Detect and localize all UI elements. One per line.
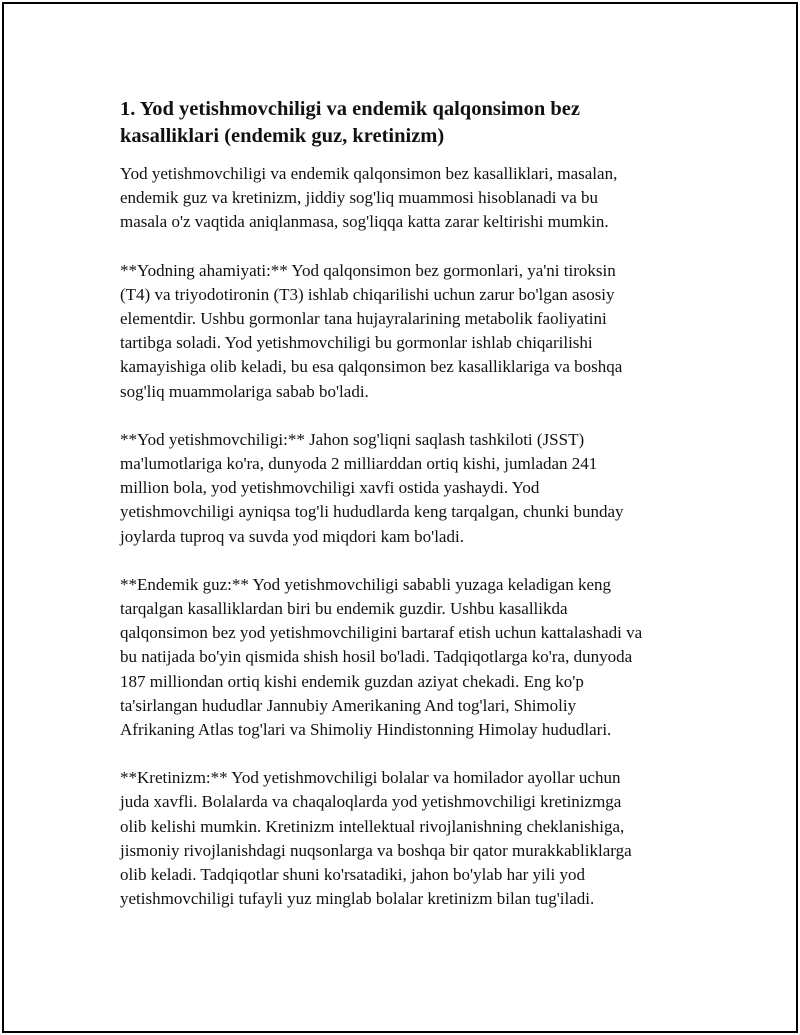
- document-page: [2, 2, 798, 1033]
- paragraph-iodine-importance: **Yodning ahamiyati:** Yod qalqonsimon bez gormonlari, ya'ni tiroksin (T4) va triyodotironin (T3) ishlab chiqarilishi uchun zarur bo'lgan asosiy elementdir. Ushbu gormonlar tana hujayralarining metabolik faoliyatini tartibga soladi. Yod yetishmovchiligi bu gormonlar ishlab chiqarilishi kamayishiga olib keladi, bu esa qalqonsimon bez kasalliklariga va boshqa sog'liq muammolariga sabab bo'ladi.: [120, 260, 623, 401]
- paragraph-cretinism: **Kretinizm:** Yod yetishmovchiligi bolalar va homilador ayollar uchun juda xavfli. Bolalarda va chaqaloqlarda yod yetishmovchiligi kretinizmga olib kelishi mumkin. Kretinizm intellektual rivojlanishning cheklanishiga, jismoniy rivojlanishdagi nuqsonlarga va boshqa bir qator murakkabliklarga olib keladi. Tadqiqotlar shuni ko'rsatadiki, jahon bo'ylab har yili yod yetishmovchiligi tufayli yuz minglab bolalar kretinizm bilan tug'iladi.: [120, 768, 632, 909]
- paragraph-endemic-goiter: **Endemik guz:** Yod yetishmovchiligi sababli yuzaga keladigan keng tarqalgan kasalliklardan biri bu endemik guzdir. Ushbu kasallikda qalqonsimon bez yod yetishmovchiligini bartaraf etish uchun kattalashadi va bu natijada bo'yin qismida shish hosil bo'ladi. Tadqiqotlarga ko'ra, dunyoda 187 milliondan ortiq kishi endemik guzdan aziyat chekadi. Eng ko'p ta'sirlangan hududlar Jannubiy Amerikaning And tog'lari, Shimoliy Afrikaning Atlas tog'lari va Shimoliy Hindistonning Himolay hududlari.: [120, 574, 643, 740]
- paragraph-intro: Yod yetishmovchiligi va endemik qalqonsimon bez kasalliklari, masalan, endemik guz va kretinizm, jiddiy sog'liq muammosi hisoblanadi va bu masala o'z vaqtida aniqlanmasa, sog'liqqa katta zarar keltirishi mumkin.: [120, 164, 618, 232]
- document-content: [120, 96, 700, 935]
- paragraph-iodine-deficiency: **Yod yetishmovchiligi:** Jahon sog'liqni saqlash tashkiloti (JSST) ma'lumotlariga ko'ra, dunyoda 2 milliarddan ortiq kishi, jumladan 241 million bola, yod yetishmovchiligi xavfi ostida yashaydi. Yod yetishmovchiligi ayniqsa tog'li hududlarda keng tarqalgan, chunki bunday joylarda tuproq va suvda yod miqdori kam bo'ladi.: [120, 429, 624, 546]
- document-title: 1. Yod yetishmovchiligi va endemik qalqonsimon bez kasalliklari (endemik guz, kretinizm): [120, 98, 580, 147]
